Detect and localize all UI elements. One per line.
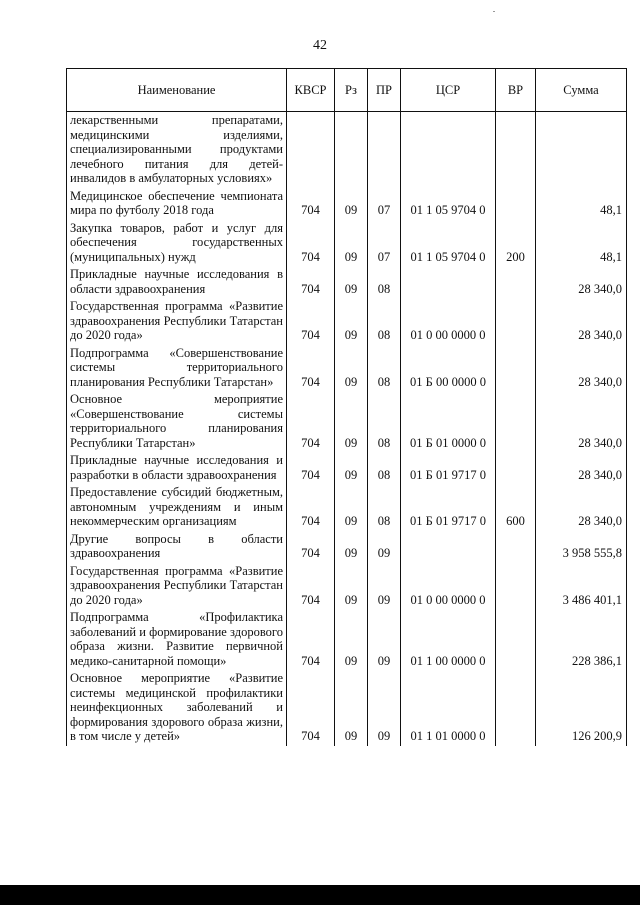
- cell-rz: 09: [335, 670, 368, 746]
- cell-kvsr: 704: [287, 531, 335, 563]
- table-header: [67, 69, 627, 112]
- cell-csr: 01 0 00 0000 0: [401, 298, 496, 345]
- cell-rz: 09: [335, 563, 368, 610]
- cell-sum: [536, 112, 627, 188]
- cell-rz: 09: [335, 452, 368, 484]
- table-row: [67, 484, 627, 531]
- cell-kvsr: 704: [287, 188, 335, 220]
- cell-sum: 28 340,0: [536, 452, 627, 484]
- cell-kvsr: 704: [287, 220, 335, 267]
- cell-csr: 01 Б 01 9717 0: [401, 484, 496, 531]
- cell-csr: 01 1 05 9704 0: [401, 220, 496, 267]
- cell-vr: [496, 531, 536, 563]
- cell-rz: 09: [335, 188, 368, 220]
- table-row: [67, 670, 627, 746]
- cell-kvsr: 704: [287, 452, 335, 484]
- cell-csr: [401, 531, 496, 563]
- cell-csr: 01 Б 01 0000 0: [401, 391, 496, 452]
- header-rz: Рз: [335, 69, 368, 112]
- scan-bottom-border: [0, 885, 640, 905]
- cell-vr: [496, 188, 536, 220]
- cell-sum: 126 200,9: [536, 670, 627, 746]
- cell-vr: [496, 345, 536, 392]
- cell-name: Подпрограмма «Профилактика заболеваний и формирование здорового образа жизни. Развитие первичной медико-санитарной помощи»: [67, 609, 287, 670]
- cell-kvsr: 704: [287, 266, 335, 298]
- cell-pr: 09: [368, 670, 401, 746]
- cell-name: Прикладные научные исследования и разработки в области здравоохранения: [67, 452, 287, 484]
- cell-vr: [496, 298, 536, 345]
- cell-vr: [496, 563, 536, 610]
- table-row: [67, 345, 627, 392]
- cell-kvsr: 704: [287, 298, 335, 345]
- cell-sum: 28 340,0: [536, 345, 627, 392]
- cell-pr: 08: [368, 484, 401, 531]
- cell-pr: 07: [368, 188, 401, 220]
- cell-sum: 3 486 401,1: [536, 563, 627, 610]
- cell-pr: 09: [368, 531, 401, 563]
- cell-rz: 09: [335, 531, 368, 563]
- cell-sum: 28 340,0: [536, 391, 627, 452]
- cell-csr: 01 1 01 0000 0: [401, 670, 496, 746]
- cell-pr: 08: [368, 452, 401, 484]
- cell-rz: 09: [335, 345, 368, 392]
- cell-pr: 09: [368, 563, 401, 610]
- header-csr: ЦСР: [401, 69, 496, 112]
- cell-sum: 228 386,1: [536, 609, 627, 670]
- cell-csr: [401, 266, 496, 298]
- cell-vr: [496, 391, 536, 452]
- header-sum: Сумма: [536, 69, 627, 112]
- cell-pr: 07: [368, 220, 401, 267]
- cell-sum: 48,1: [536, 220, 627, 267]
- cell-rz: 09: [335, 484, 368, 531]
- cell-name: Медицинское обеспечение чемпионата мира по футболу 2018 года: [67, 188, 287, 220]
- cell-kvsr: 704: [287, 391, 335, 452]
- table-row: [67, 452, 627, 484]
- cell-name: Государственная программа «Развитие здравоохранения Республики Татарстан до 2020 года»: [67, 563, 287, 610]
- cell-kvsr: 704: [287, 670, 335, 746]
- cell-rz: 09: [335, 391, 368, 452]
- cell-vr: [496, 452, 536, 484]
- cell-rz: 09: [335, 266, 368, 298]
- cell-csr: [401, 112, 496, 188]
- cell-vr: [496, 112, 536, 188]
- table-row: [67, 220, 627, 267]
- cell-name: Предоставление субсидий бюджетным, автономным учреждениям и иным некоммерческим организациям: [67, 484, 287, 531]
- cell-csr: 01 1 05 9704 0: [401, 188, 496, 220]
- cell-kvsr: 704: [287, 609, 335, 670]
- table-row: [67, 188, 627, 220]
- cell-name: Прикладные научные исследования в области здравоохранения: [67, 266, 287, 298]
- cell-csr: 01 1 00 0000 0: [401, 609, 496, 670]
- header-kvsr: КВСР: [287, 69, 335, 112]
- cell-sum: 28 340,0: [536, 266, 627, 298]
- cell-kvsr: [287, 112, 335, 188]
- cell-name: лекарственными препаратами, медицинскими изделиями, специализированными продуктами лечебного питания для детей-инвалидов в амбулаторных условиях»: [67, 112, 287, 188]
- header-name: Наименование: [67, 69, 287, 112]
- budget-table: [66, 68, 627, 746]
- table-row: [67, 298, 627, 345]
- cell-rz: 09: [335, 220, 368, 267]
- cell-vr: [496, 609, 536, 670]
- cell-name: Основное мероприятие «Развитие системы медицинской профилактики неинфекционных заболеваний и формирования здорового образа жизни, в том числе у детей»: [67, 670, 287, 746]
- cell-pr: 08: [368, 391, 401, 452]
- cell-rz: 09: [335, 298, 368, 345]
- cell-name: Закупка товаров, работ и услуг для обеспечения государственных (муниципальных) нужд: [67, 220, 287, 267]
- table-row: [67, 531, 627, 563]
- scan-speck: [493, 11, 495, 12]
- table-row: [67, 391, 627, 452]
- header-vr: ВР: [496, 69, 536, 112]
- cell-sum: 48,1: [536, 188, 627, 220]
- cell-csr: 01 Б 01 9717 0: [401, 452, 496, 484]
- cell-sum: 28 340,0: [536, 484, 627, 531]
- cell-name: Государственная программа «Развитие здравоохранения Республики Татарстан до 2020 года»: [67, 298, 287, 345]
- cell-vr: [496, 670, 536, 746]
- cell-kvsr: 704: [287, 484, 335, 531]
- cell-pr: 08: [368, 298, 401, 345]
- cell-csr: 01 Б 00 0000 0: [401, 345, 496, 392]
- cell-vr: 600: [496, 484, 536, 531]
- page-number: 42: [313, 38, 327, 53]
- cell-rz: [335, 112, 368, 188]
- table-body: [67, 112, 627, 746]
- cell-name: Другие вопросы в области здравоохранения: [67, 531, 287, 563]
- cell-sum: 28 340,0: [536, 298, 627, 345]
- cell-pr: 09: [368, 609, 401, 670]
- cell-pr: [368, 112, 401, 188]
- table-row: [67, 266, 627, 298]
- table-row: [67, 609, 627, 670]
- cell-kvsr: 704: [287, 345, 335, 392]
- cell-csr: 01 0 00 0000 0: [401, 563, 496, 610]
- cell-kvsr: 704: [287, 563, 335, 610]
- cell-name: Подпрограмма «Совершенствование системы территориального планирования Республики Татарстан»: [67, 345, 287, 392]
- cell-pr: 08: [368, 345, 401, 392]
- cell-pr: 08: [368, 266, 401, 298]
- table-row: [67, 112, 627, 188]
- header-pr: ПР: [368, 69, 401, 112]
- cell-vr: 200: [496, 220, 536, 267]
- cell-sum: 3 958 555,8: [536, 531, 627, 563]
- table-row: [67, 563, 627, 610]
- cell-name: Основное мероприятие «Совершенствование системы территориального планирования Республики Татарстан»: [67, 391, 287, 452]
- cell-vr: [496, 266, 536, 298]
- cell-rz: 09: [335, 609, 368, 670]
